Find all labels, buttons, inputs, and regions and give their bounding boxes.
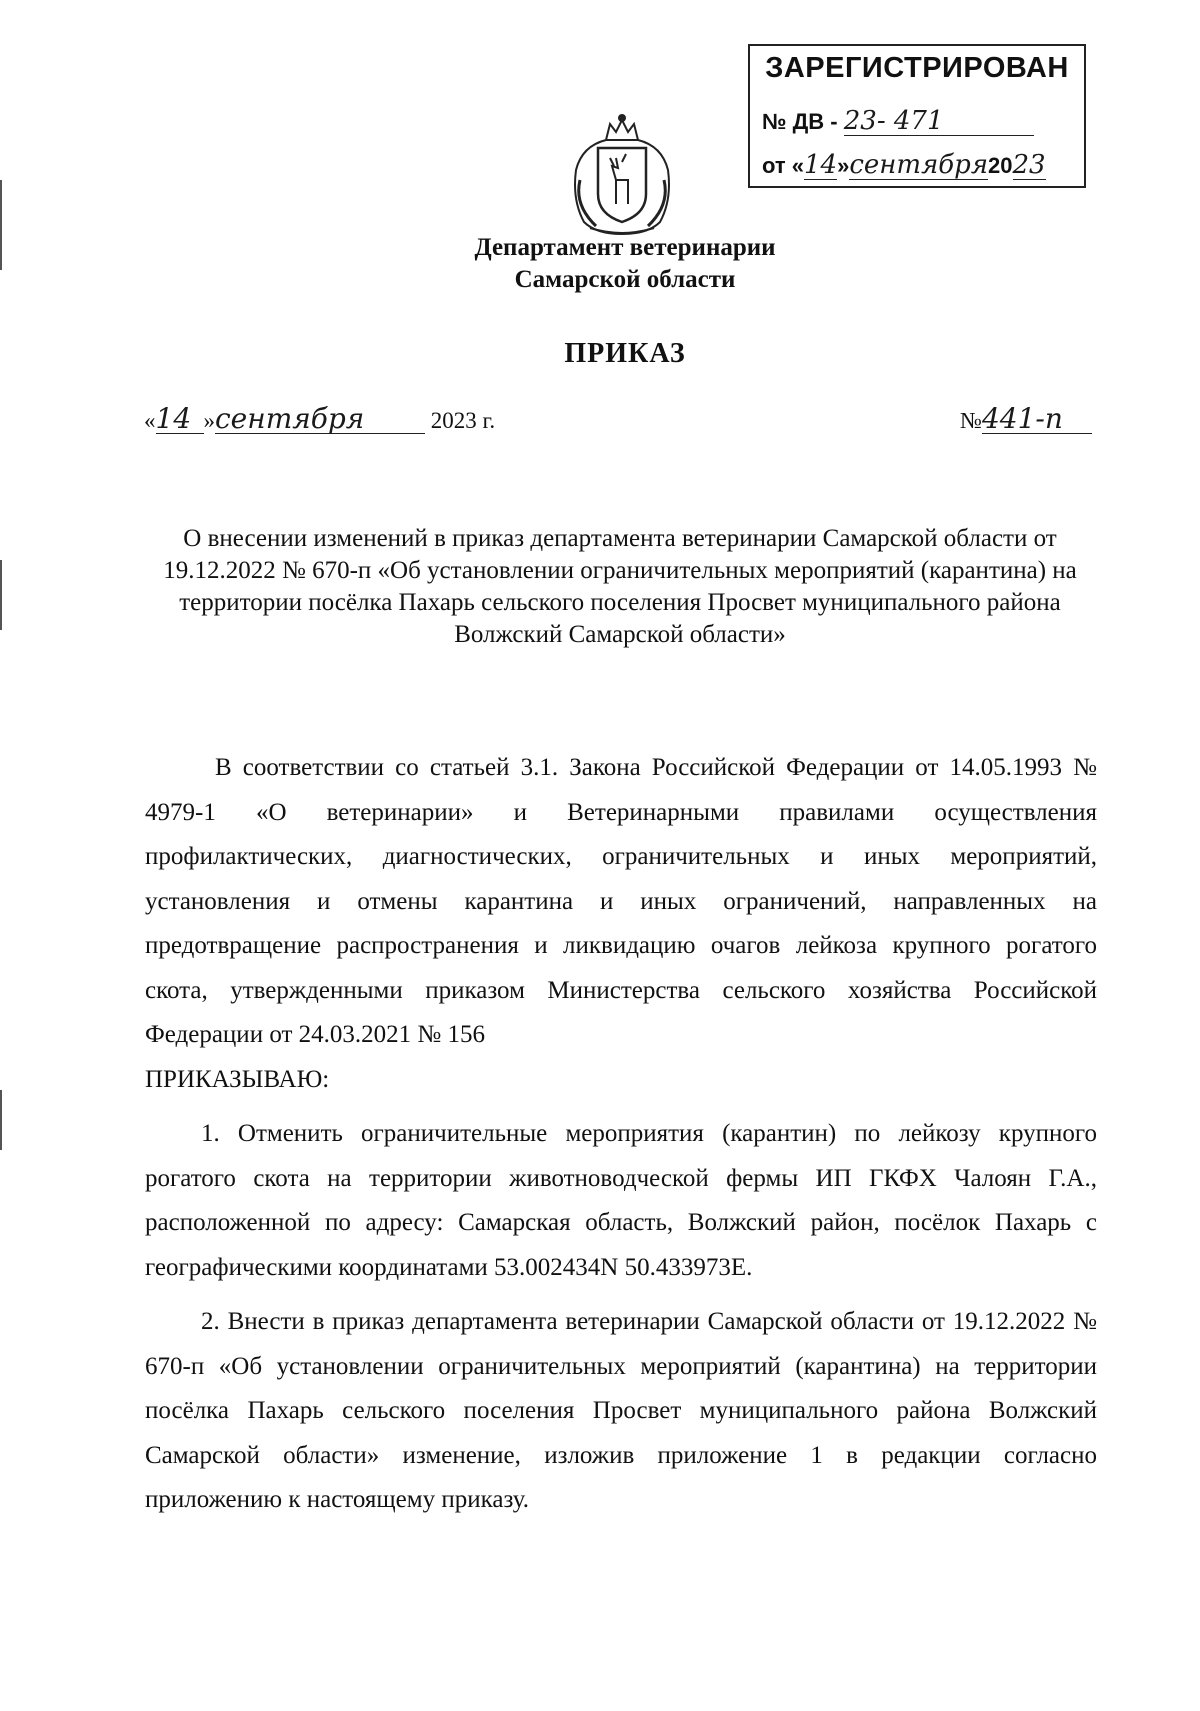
department-name <box>400 232 850 296</box>
department-line-2: Самарской области <box>514 266 736 293</box>
command-word: ПРИКАЗЫВАЮ: <box>145 1065 330 1093</box>
order-item-2: 2. Внести в приказ департамента ветеринарии Самарской области от 19.12.2022 № 670-п «Об установлении ограничительных мероприятий (карантина) на территории посёлка Пахарь сельского поселения Просвет муниципального района Волжский Самарской области» изменение, изложив приложение 1 в редакции согласно приложению к настоящему приказу. <box>145 1308 1097 1513</box>
order-number-label: № <box>960 408 982 433</box>
scan-edge-mark <box>0 560 2 630</box>
order-date-month: сентября <box>215 404 425 434</box>
stamp-date-prefix: от « <box>762 153 805 178</box>
order-date-close-quote: » <box>203 408 215 433</box>
stamp-date-year-prefix: 20 <box>988 153 1013 178</box>
preamble-paragraph: В соответствии со статьей 3.1. Закона Российской Федерации от 14.05.1993 № 4979-1 «О ветеринарии» и Ветеринарными правилами осуществления профилактических, диагностических, ограничительных и иных мероприятий, установления и отмены карантина и иных ограничений, направленных на предотвращение распространения и ликвидацию очагов лейкоза крупного рогатого скота, утвержденными приказом Министерства сельского хозяйства Российской Федерации от 24.03.2021 № 156 <box>145 754 1097 1048</box>
scan-edge-mark <box>0 1090 2 1150</box>
order-item-1: 1. Отменить ограничительные мероприятия (карантин) по лейкозу крупного рогатого скота на территории животноводческой фермы ИП ГКФХ Чалоян Г.А., расположенной по адресу: Самарская область, Волжский район, посёлок Пахарь с географическими координатами 53.002434N 50.433973E. <box>145 1120 1097 1281</box>
order-number <box>960 404 1092 434</box>
stamp-number-value: 23- 471 <box>844 108 1034 136</box>
stamp-date-year-suffix: 23 <box>1012 150 1046 180</box>
order-date-open-quote: « <box>144 408 156 433</box>
stamp-title: ЗАРЕГИСТРИРОВАН <box>765 52 1069 84</box>
stamp-number-prefix: № ДВ - <box>762 109 844 134</box>
department-line-1: Департамент ветеринарии <box>474 234 776 261</box>
order-date-day: 14 <box>156 404 204 434</box>
stamp-date-line <box>762 152 1046 180</box>
stamp-date-day: 14 <box>804 150 838 180</box>
order-subject: О внесении изменений в приказ департамента ветеринарии Самарской области от 19.12.2022 № 670-п «Об установлении ограничительных мероприятий (карантина) на территории посёлка Пахарь сельского поселения Просвет муниципального района Волжский Самарской области» <box>163 525 1077 648</box>
order-number-value: 441-п <box>982 404 1092 434</box>
registration-stamp <box>748 44 1086 188</box>
coat-of-arms-icon <box>566 110 678 238</box>
order-date <box>144 404 495 434</box>
stamp-date-month: сентября <box>849 150 989 180</box>
stamp-date-quote: » <box>837 153 850 178</box>
scan-edge-mark <box>0 180 2 270</box>
order-body <box>145 746 1097 1523</box>
stamp-number-line <box>762 108 1034 136</box>
order-date-year: 2023 г. <box>430 408 496 433</box>
document-title: ПРИКАЗ <box>564 338 686 369</box>
